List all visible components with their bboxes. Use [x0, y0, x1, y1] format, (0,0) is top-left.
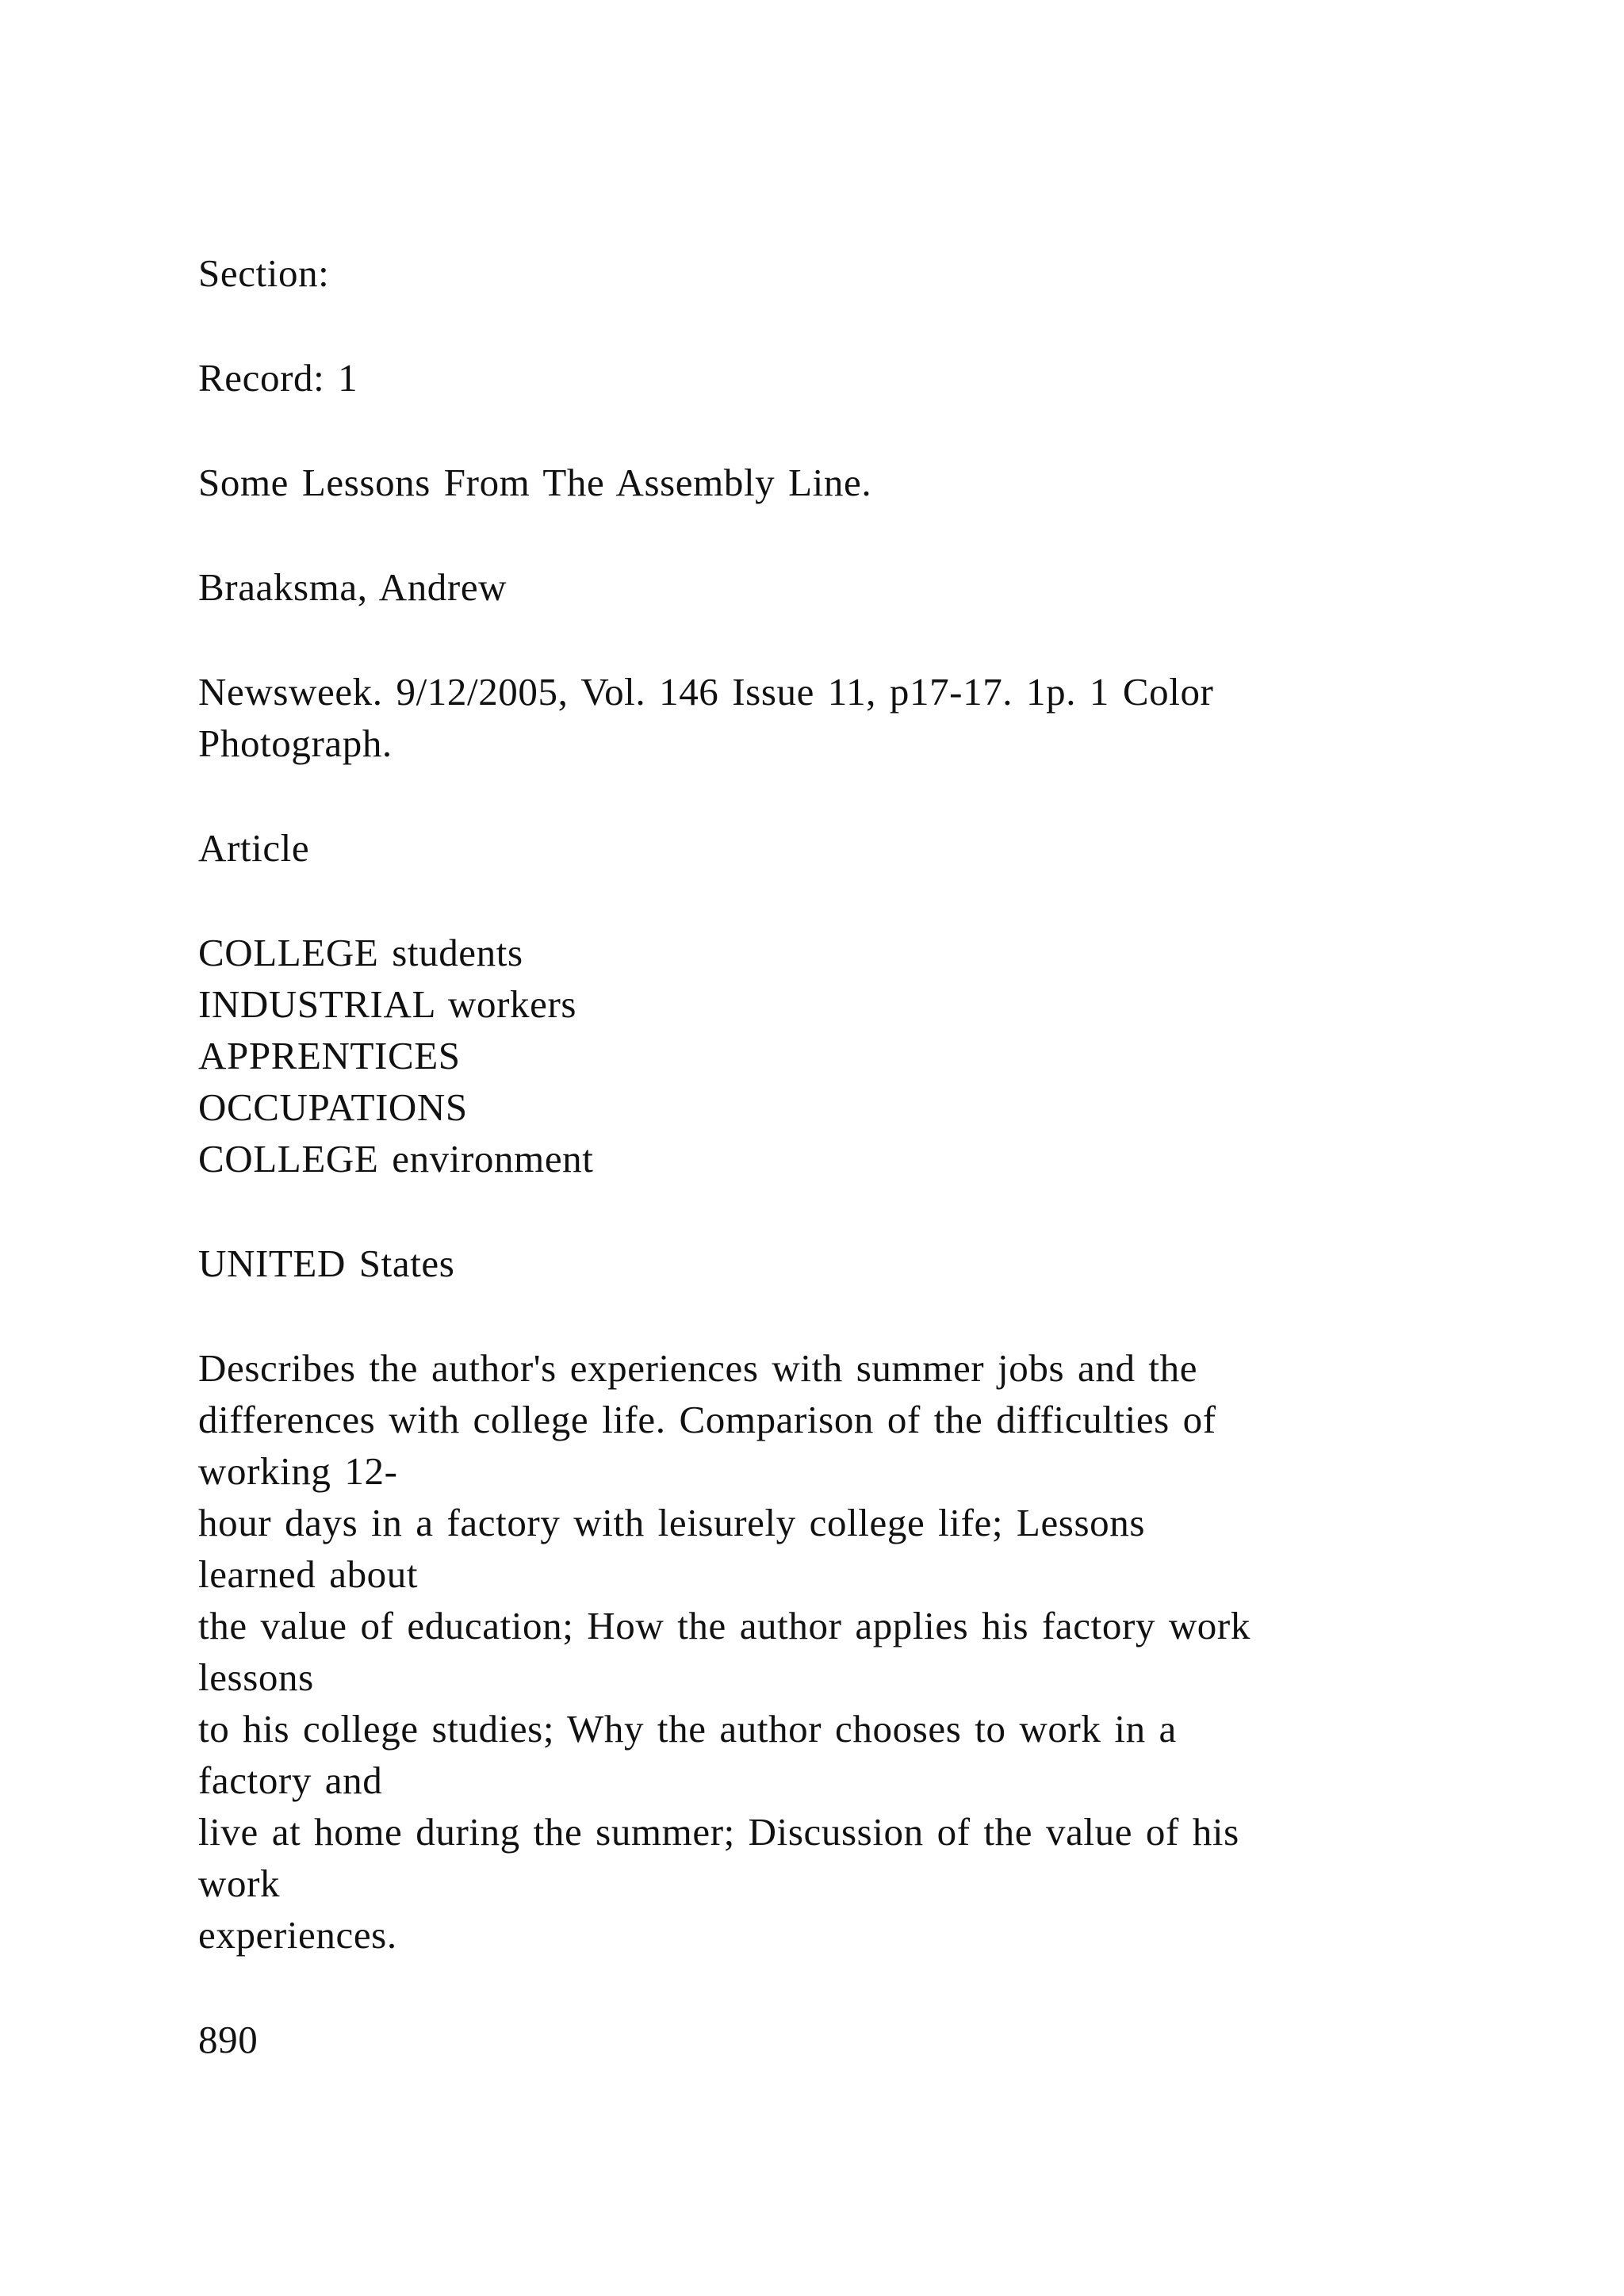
- geographic-term: UNITED States: [198, 1242, 455, 1285]
- document-type: Article: [198, 826, 310, 870]
- abstract-line: learned about: [198, 1552, 419, 1596]
- source-citation-line-2: Photograph.: [198, 721, 393, 765]
- abstract-line: factory and: [198, 1758, 383, 1802]
- abstract-line: experiences.: [198, 1913, 397, 1957]
- abstract-line: the value of education; How the author applies his factory work: [198, 1604, 1251, 1647]
- subject-term: INDUSTRIAL workers: [198, 982, 577, 1026]
- source-citation-line-1: Newsweek. 9/12/2005, Vol. 146 Issue 11, p17-17. 1p. 1 Color: [198, 670, 1214, 714]
- abstract-line: to his college studies; Why the author chooses to work in a: [198, 1707, 1177, 1751]
- subject-term: OCCUPATIONS: [198, 1085, 468, 1129]
- abstract-line: working 12-: [198, 1449, 398, 1493]
- abstract-line: live at home during the summer; Discussion of the value of his: [198, 1810, 1239, 1854]
- record-number: Record: 1: [198, 356, 358, 400]
- abstract-line: Describes the author's experiences with summer jobs and the: [198, 1346, 1198, 1390]
- abstract-line: differences with college life. Comparison of the difficulties of: [198, 1398, 1216, 1441]
- subject-term: APPRENTICES: [198, 1034, 461, 1077]
- word-count: 890: [198, 2018, 259, 2061]
- abstract-line: work: [198, 1862, 281, 1905]
- article-title: Some Lessons From The Assembly Line.: [198, 461, 872, 504]
- section-label: Section:: [198, 251, 330, 295]
- abstract-line: lessons: [198, 1655, 314, 1699]
- abstract-line: hour days in a factory with leisurely college life; Lessons: [198, 1501, 1145, 1544]
- subject-term: COLLEGE environment: [198, 1137, 594, 1181]
- author-name: Braaksma, Andrew: [198, 565, 508, 609]
- subject-term: COLLEGE students: [198, 931, 523, 974]
